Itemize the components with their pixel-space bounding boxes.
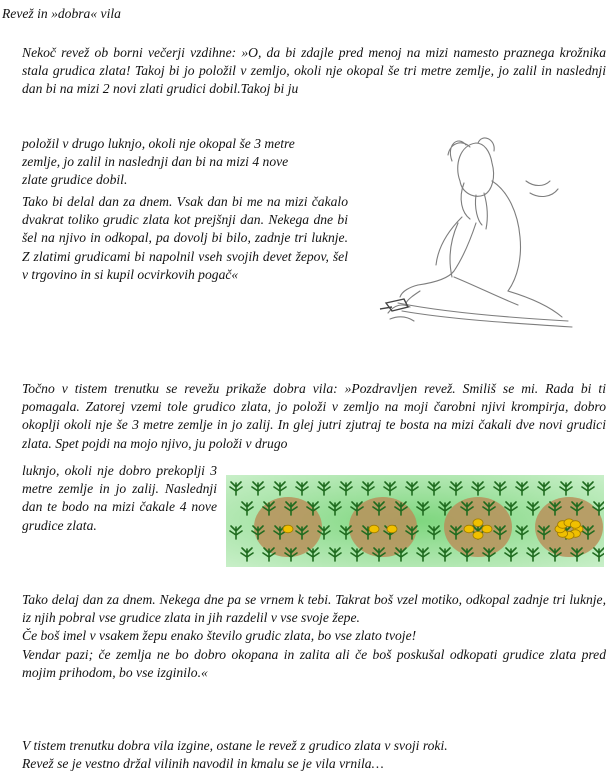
gold-nugget xyxy=(387,525,397,533)
gold-nugget xyxy=(482,525,492,533)
text-line: Tako delaj dan za dnem. Nekega dne pa se vrnem k tebi. Takrat boš vzel motiko, odkopal zadnje tri luknje, iz njih pobral vse grudice zlata in jih razdelil v vse svoje žepe. xyxy=(22,592,606,626)
gold-nugget xyxy=(464,525,474,533)
gold-nugget xyxy=(473,532,483,540)
paragraph-fairy-appears-continued: luknjo, okoli nje dobro prekoplji 3 metre zemlje in jo zalij. Naslednji dan te bodo na mizi čakale 4 nove grudice zlata. xyxy=(22,463,217,533)
gold-nugget xyxy=(570,521,580,529)
paragraph-day-by-day: Tako bi delal dan za dnem. Vsak dan bi me na mizi čakalo dvakrat toliko grudic zlata kot prejšnji dan. Nekega dne bi šel na njivo in odkopal, pa dovolj bi bilo, zadnje tri luknje. Z zlatimi grudicami bi napolnil vseh svojih devet žepov, šel v trgovino in si kupil ocvirkovih pogač« xyxy=(22,194,348,282)
text-line: zemlje, jo zalil in naslednji dan bi na mizi 4 nove xyxy=(22,154,289,170)
text-line: Revež se je vestno držal vilinih navodil in kmalu se je vila vrnila… xyxy=(22,756,384,772)
paragraph-beggar-wish-continued xyxy=(22,135,352,190)
text-line: Če boš imel v vsakem žepu enako število grudic zlata, bo vse zlato tvoje! xyxy=(22,628,417,644)
text-line: V tistem trenutku dobra vila izgine, ostane le revež z grudico zlata v svoji roki. xyxy=(22,738,448,753)
paragraph-ending xyxy=(22,737,606,773)
gold-nugget xyxy=(369,525,379,533)
beggar-sketch-illustration xyxy=(358,121,598,345)
paragraph-fairy-appears: Točno v tistem trenutku se revežu prikaže dobra vila: »Pozdravljen revež. Smiliš se mi. Rada bi ti pomagala. Zatorej vzemi tole grudico zlata, jo položi v zemljo na moji čarobni njivi krompirja, dobro okoplji okoli nje še 3 metre zemlje in jo zalij. In glej jutri zjutraj te bosta na mizi čakali dve novi grudici zlata. Spet pojdi na mojo njivo, ju položi v drugo xyxy=(22,381,606,451)
text-line: položil v drugo luknjo, okoli nje okopal še 3 metre xyxy=(22,136,295,151)
page-title: Revež in »dobra« vila xyxy=(2,6,121,21)
paragraph-beggar-wish: Nekoč revež ob borni večerji vzdihne: »O, da bi zdajle pred menoj na mizi namesto praznega krožnika stala grudica zlata! Takoj bi jo položil v zemljo, okoli nje okopal še tri metre zemlje, jo zalil in naslednji dan bi na mizi 2 novi zlati grudici dobil.Takoj bi ju xyxy=(22,45,606,97)
text-line: Vendar pazi; če zemlja ne bo dobro okopana in zalita ali če boš poskušal odkopati grudice zlata pred mojim prihodom, bo vse izginilo.« xyxy=(22,646,606,680)
gold-nugget xyxy=(283,525,293,533)
paragraph-fairy-instructions xyxy=(22,591,606,682)
potato-field-illustration xyxy=(226,475,604,567)
text-line: zlate grudice dobil. xyxy=(22,172,128,188)
gold-nugget xyxy=(473,519,483,527)
